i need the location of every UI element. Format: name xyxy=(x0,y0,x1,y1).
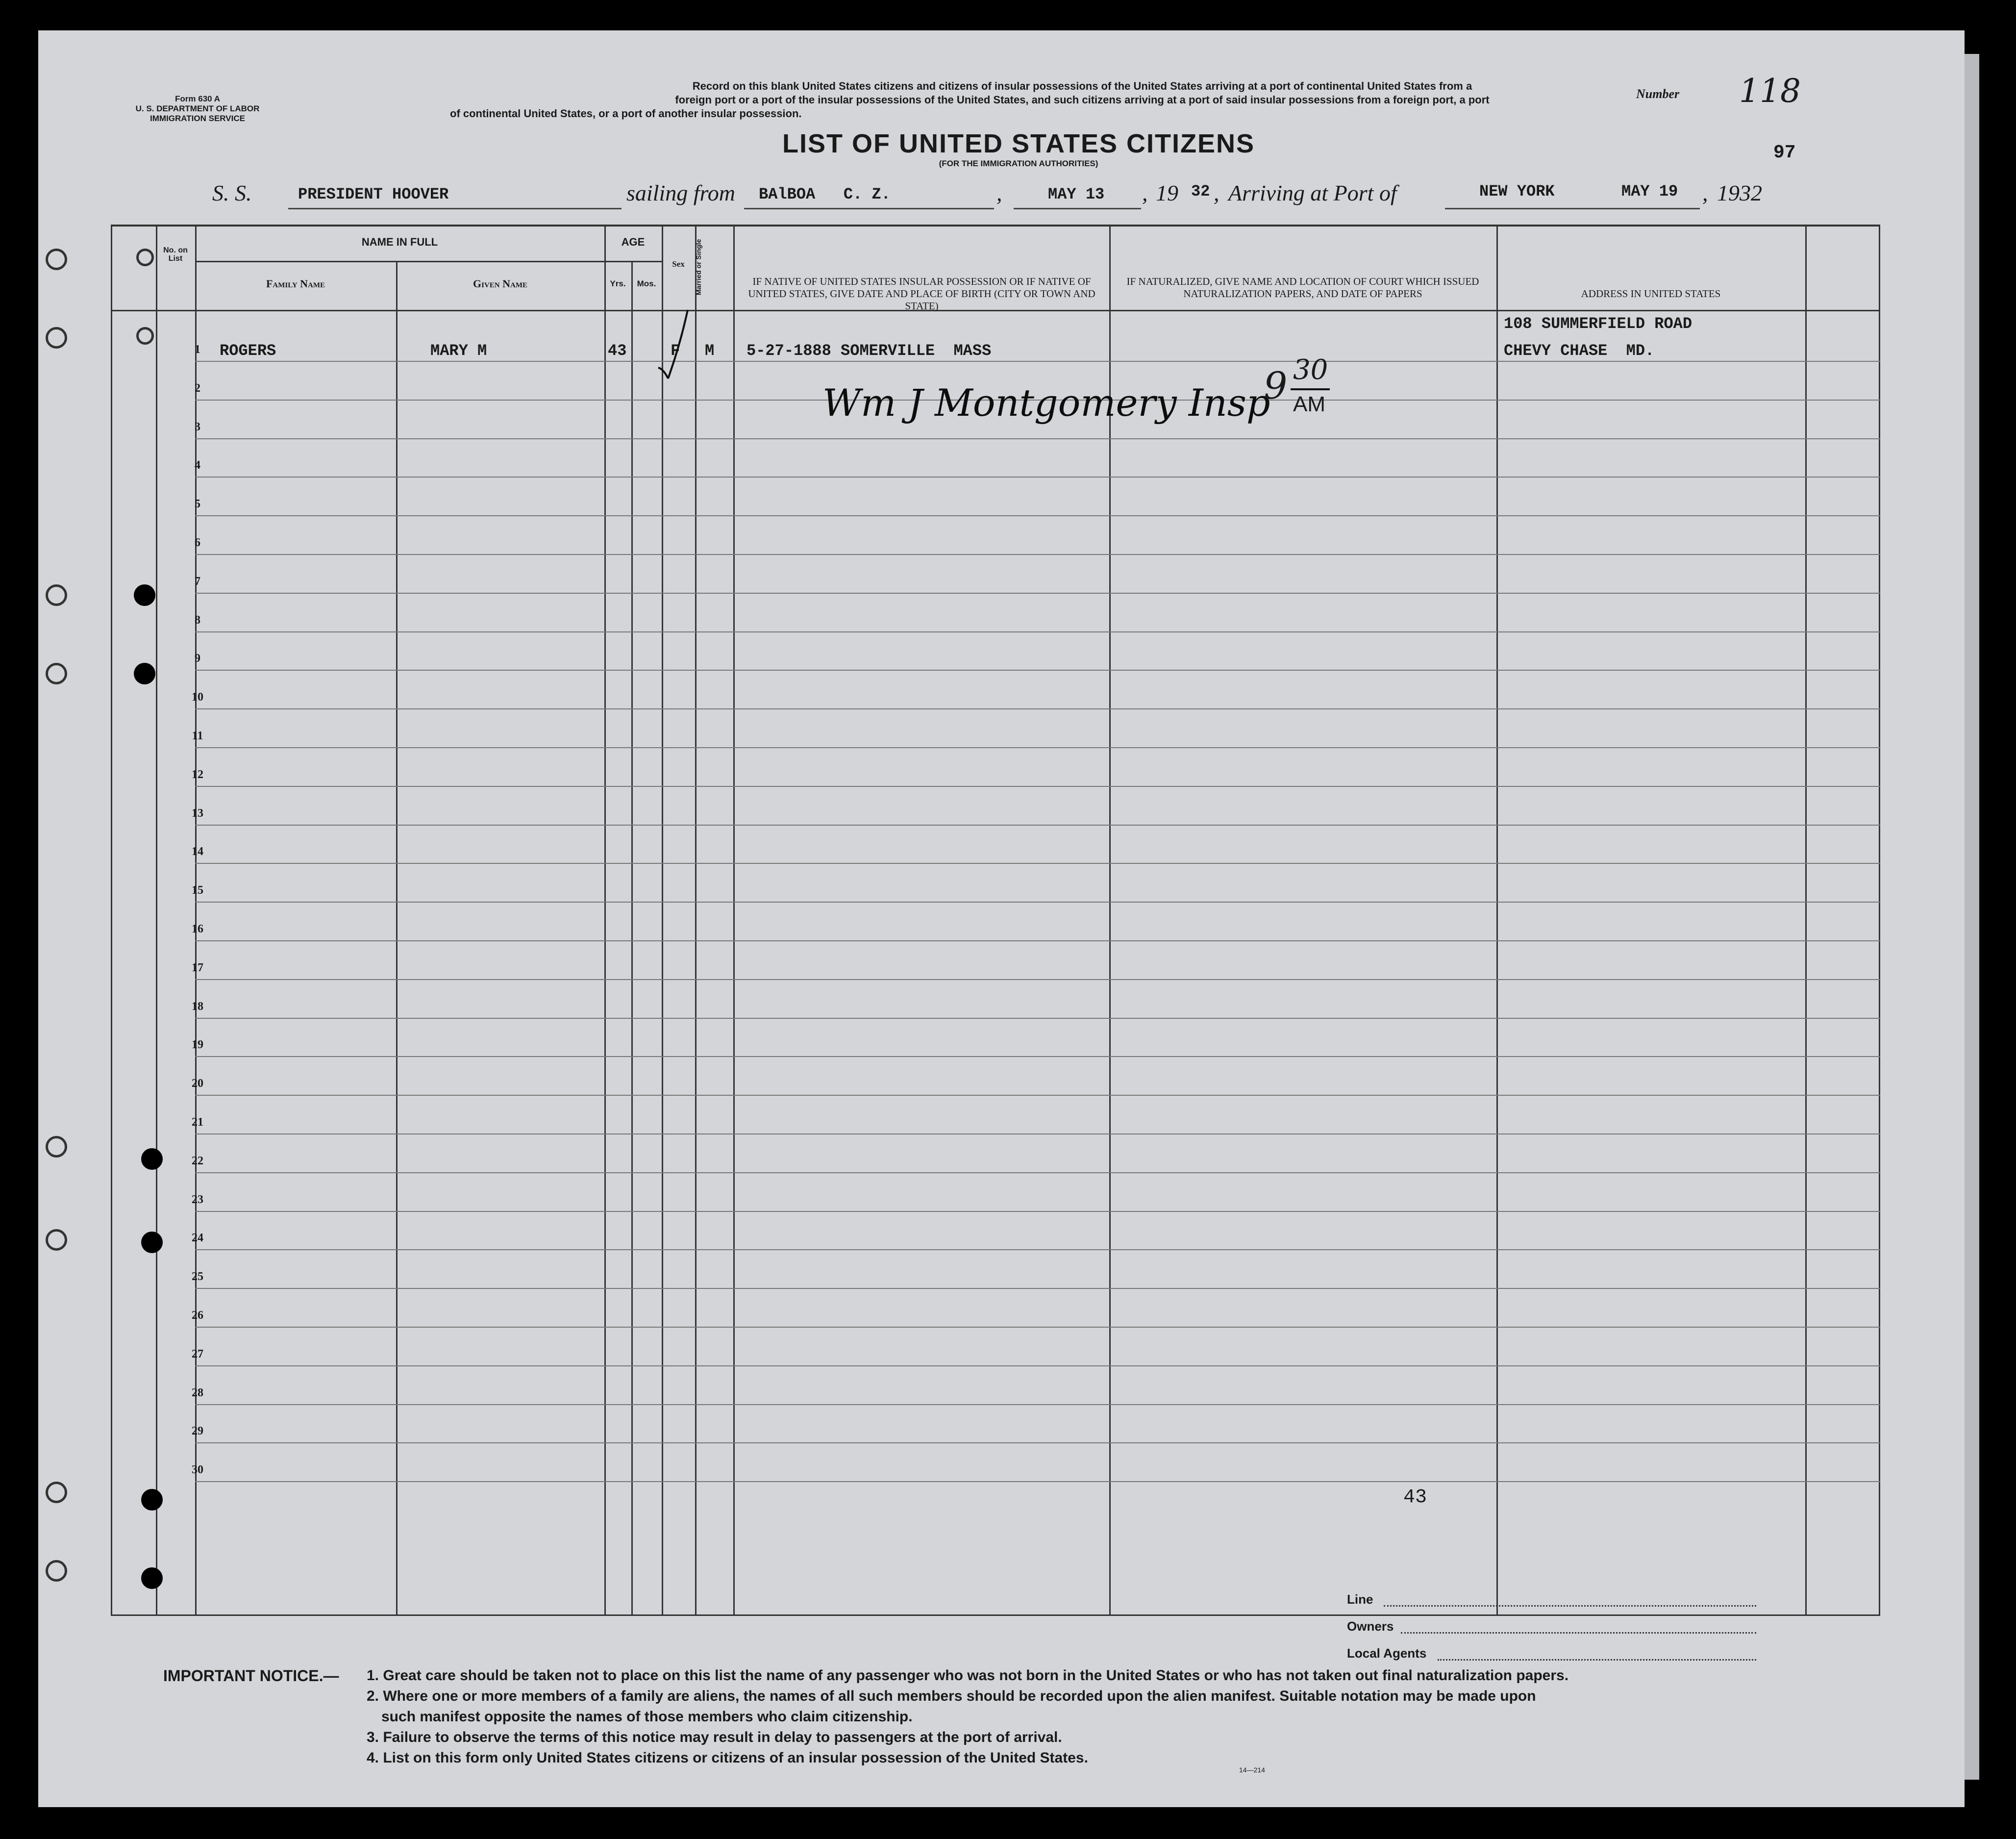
row-number: 6 xyxy=(195,536,200,549)
form-department: U. S. DEPARTMENT OF LABOR xyxy=(135,104,260,113)
depart-year-prefix: 19 xyxy=(1156,180,1178,205)
row-rule xyxy=(195,1249,1880,1250)
col-family-name: Family Name xyxy=(266,277,325,290)
row-age-yrs: 43 xyxy=(608,342,627,360)
notice-item-2a: 2. Where one or more members of a family are aliens, the names of all such members should be recorded upon the alien manifest. Suitable notation may be made upon xyxy=(367,1688,1536,1704)
row-number: 29 xyxy=(192,1425,203,1438)
depart-year-suffix: 32 xyxy=(1191,182,1210,201)
row-given-name: MARY M xyxy=(430,342,487,360)
row-number: 1 xyxy=(195,343,200,356)
col-age: AGE xyxy=(621,236,645,248)
row-rule xyxy=(195,1018,1880,1019)
row-rule xyxy=(195,438,1880,439)
row-number: 30 xyxy=(192,1463,203,1477)
binder-hole-icon xyxy=(46,1136,67,1158)
col-native-birth: IF NATIVE OF UNITED STATES INSULAR POSSESSION OR IF NATIVE OF UNITED STATES, GIVE DATE AND PLACE OF BIRTH (CITY OR TOWN AND STATE) xyxy=(748,276,1095,312)
row-number: 5 xyxy=(195,498,200,511)
manifest-sheet: Form 630 A U. S. DEPARTMENT OF LABOR IMMIGRATION SERVICE Record on this blank United States citizens and citizens of insular possessions of the United States arriving at a port of continental United States from a foreign port or a port of the insular possessions of the United States, and such citizens arriving at a port of said insular possessions from a foreign port, a port of continental United States, or a port of another insular possession. Number 118 97 LIST OF UNITED STATES CITIZENS (FOR THE IMMIGRATION AUTHORITIES) S. S. PRESIDENT HOOVER sailing from BAlBOA C. Z. , MAY 13 , 19 32 , Arriving at Port of NEW YORK MAY 19 , 1932 No. on List NAME IN FULL Family Name Given Name AGE Yrs. Mos. Sex Married or Single IF NATIVE OF UNITED STATES INSULAR POSSESSION OR IF NATIVE OF UNITED STATES, GIVE DATE AND PLACE OF BIRTH (CITY OR TOWN AND STATE) IF NATURALIZED, GIVE NAME AND LOCATION OF COURT WHICH ISSUED NATURALIZATION PAPERS, AND DATE OF PAPERS ADDRESS IN UNITED STATES 1 2 3 4 5 6 7 8 9 10 11 12 13 14 15 16 17 18 19 20 21 22 23 24 25 26 27 28 29 30 ROGERS MARY M 43 F M 5-27-1888 SOMERVILLE MASS 108 SUMMERFIELD ROAD CHEVY CHASE MD. Wm J Montgomery Insp 9 30 AM 43 Line Owners Local Agents IMPORTANT NOTICE.— 1. Great care should be taken not to place on this list the name of any passenger who was not born in the United States or who has not taken out final naturalization papers. 2. Where one or more members of a family are aliens, the names of all such members should be recorded upon the alien manifest. Suitable notation may be made upon such manifest opposite the names of those members who claim citizenship. 3. Failure to observe the terms of this notice may result in delay to passengers at the port of arrival. 4. List on this form only United States citizens or citizens of an insular possession of the United States. 14—214 xyxy=(38,30,1965,1807)
row-rule xyxy=(195,1211,1880,1212)
row-rule xyxy=(195,631,1880,632)
punch-hole-icon xyxy=(141,1567,163,1589)
record-note xyxy=(450,79,1715,121)
col-address: ADDRESS IN UNITED STATES xyxy=(1581,288,1721,300)
row-number: 25 xyxy=(192,1270,203,1284)
row-number: 20 xyxy=(192,1077,203,1090)
notice-item-2b: such manifest opposite the names of those members who claim citizenship. xyxy=(381,1709,913,1725)
row-rule xyxy=(195,1288,1880,1289)
row-rule xyxy=(195,1481,1880,1482)
binder-hole-icon xyxy=(46,327,67,349)
row-rule xyxy=(195,708,1880,709)
binder-hole-icon xyxy=(46,663,67,684)
row-rule xyxy=(195,1056,1880,1057)
back-sheet-edge xyxy=(1965,54,1979,1780)
col-yrs: Yrs. xyxy=(610,279,626,288)
from-port: BAlBOA C. Z. xyxy=(759,185,891,203)
row-address-line-2: CHEVY CHASE MD. xyxy=(1504,342,1655,360)
row-number: 23 xyxy=(192,1193,203,1206)
punch-hole-icon xyxy=(141,1148,163,1170)
col-given-name: Given Name xyxy=(473,277,527,290)
row-rule xyxy=(195,1327,1880,1328)
row-number: 15 xyxy=(192,884,203,897)
row-number: 17 xyxy=(192,961,203,974)
form-code: Form 630 A xyxy=(175,94,220,103)
row-sex: F xyxy=(671,342,680,360)
row-rule xyxy=(195,1172,1880,1173)
col-name-in-full: NAME IN FULL xyxy=(361,236,438,248)
row-number: 28 xyxy=(192,1386,203,1399)
row-rule xyxy=(195,554,1880,555)
row-rule xyxy=(195,477,1880,478)
row-rule xyxy=(195,786,1880,787)
check-mark-icon xyxy=(653,305,702,393)
row-rule xyxy=(195,902,1880,903)
depart-date: MAY 13 xyxy=(1048,185,1105,203)
row-rule xyxy=(195,940,1880,941)
col-naturalized: IF NATURALIZED, GIVE NAME AND LOCATION OF COURT WHICH ISSUED NATURALIZATION PAPERS, AND DATE OF PAPERS xyxy=(1126,276,1479,300)
row-number: 11 xyxy=(192,730,203,742)
sailing-label: sailing from xyxy=(626,180,735,205)
row-number: 21 xyxy=(192,1116,203,1129)
notice-item-1: 1. Great care should be taken not to place on this list the name of any passenger who was not born in the United States or who has not taken out final naturalization papers. xyxy=(367,1667,1569,1684)
binder-hole-icon xyxy=(136,249,154,266)
row-address-line-1: 108 SUMMERFIELD ROAD xyxy=(1504,315,1692,333)
row-number: 26 xyxy=(192,1309,203,1322)
owners-label: Owners xyxy=(1347,1619,1394,1634)
row-rule xyxy=(195,1404,1880,1405)
binder-hole-icon xyxy=(136,327,154,345)
binder-hole-icon xyxy=(46,584,67,606)
punch-hole-icon xyxy=(141,1489,163,1511)
arrival-port: NEW YORK xyxy=(1479,182,1555,201)
record-note-line-1: Record on this blank United States citizens and citizens of insular possessions of the United States arriving at a port of continental United States from a xyxy=(692,80,1472,92)
arriving-label: Arriving at Port of xyxy=(1228,180,1397,205)
row-rule xyxy=(195,825,1880,826)
page-number: 97 xyxy=(1773,142,1796,163)
manifest-table xyxy=(111,225,1880,1616)
row-number: 16 xyxy=(192,923,203,935)
ss-label: S. S. xyxy=(212,180,252,205)
notice-item-3: 3. Failure to observe the terms of this notice may result in delay to passengers at the port of arrival. xyxy=(367,1729,1062,1745)
row-rule xyxy=(195,593,1880,594)
row-number: 14 xyxy=(192,845,203,858)
footer-code: 14—214 xyxy=(1239,1766,1265,1774)
row-number: 7 xyxy=(195,575,200,588)
arrival-year: 1932 xyxy=(1717,180,1762,205)
row-number: 19 xyxy=(192,1038,203,1052)
row-number: 27 xyxy=(192,1347,203,1360)
row-number: 10 xyxy=(192,691,203,704)
row-marital: M xyxy=(705,342,715,360)
row-number: 24 xyxy=(192,1232,203,1245)
binder-hole-icon xyxy=(46,1229,67,1251)
total-count: 43 xyxy=(1403,1486,1427,1509)
number-value: 118 xyxy=(1739,72,1801,110)
form-service: IMMIGRATION SERVICE xyxy=(150,114,245,123)
row-rule xyxy=(195,670,1880,671)
time-ampm: AM xyxy=(1293,392,1325,416)
row-birth: 5-27-1888 SOMERVILLE MASS xyxy=(747,342,992,360)
row-number: 8 xyxy=(195,613,200,627)
notice-item-4: 4. List on this form only United States citizens or citizens of an insular possession of the United States. xyxy=(367,1750,1088,1766)
row-number: 3 xyxy=(195,420,200,433)
local-agents-label: Local Agents xyxy=(1347,1646,1427,1661)
row-number: 12 xyxy=(192,768,203,781)
page-title: LIST OF UNITED STATES CITIZENS xyxy=(782,129,1255,158)
binder-hole-icon xyxy=(46,249,67,270)
record-note-line-2: foreign port or a port of the insular possessions of the United States, and such citizens arriving at a port of said insular possessions from a foreign port, a port xyxy=(675,94,1490,106)
col-sex: Sex xyxy=(672,259,685,269)
row-number: 9 xyxy=(195,652,200,665)
row-rule xyxy=(195,747,1880,748)
col-no-on-list: No. on List xyxy=(163,246,188,263)
row-rule xyxy=(195,863,1880,864)
punch-hole-icon xyxy=(141,1232,163,1253)
punch-hole-icon xyxy=(134,584,155,606)
binder-hole-icon xyxy=(46,1482,67,1503)
notice-label: IMPORTANT NOTICE.— xyxy=(163,1667,339,1685)
col-mos: Mos. xyxy=(637,279,656,288)
punch-hole-icon xyxy=(134,663,155,684)
row-number: 2 xyxy=(195,381,200,395)
binder-hole-icon xyxy=(46,1560,67,1582)
row-rule xyxy=(195,1442,1880,1443)
row-number: 4 xyxy=(195,459,200,472)
line-label: Line xyxy=(1347,1592,1373,1607)
row-number: 13 xyxy=(192,806,203,820)
row-rule xyxy=(195,979,1880,980)
time-minutes: 30 xyxy=(1293,354,1328,386)
row-family-name: ROGERS xyxy=(220,342,276,360)
row-rule xyxy=(195,361,1880,362)
number-label: Number xyxy=(1636,87,1680,101)
row-number: 18 xyxy=(192,1000,203,1013)
ship-name: PRESIDENT HOOVER xyxy=(298,185,449,203)
row-rule xyxy=(195,1365,1880,1366)
time-hour: 9 xyxy=(1264,364,1288,407)
col-married-or-single: Married or Single xyxy=(695,239,702,295)
inspector-signature: Wm J Montgomery Insp xyxy=(822,381,1270,425)
row-number: 22 xyxy=(192,1154,203,1167)
form-info xyxy=(114,94,281,124)
arrival-date: MAY 19 xyxy=(1621,182,1678,201)
row-rule xyxy=(195,1095,1880,1096)
record-note-line-3: of continental United States, or a port of another insular possession. xyxy=(450,107,802,120)
row-rule xyxy=(195,515,1880,516)
page-subtitle: (FOR THE IMMIGRATION AUTHORITIES) xyxy=(939,159,1098,168)
